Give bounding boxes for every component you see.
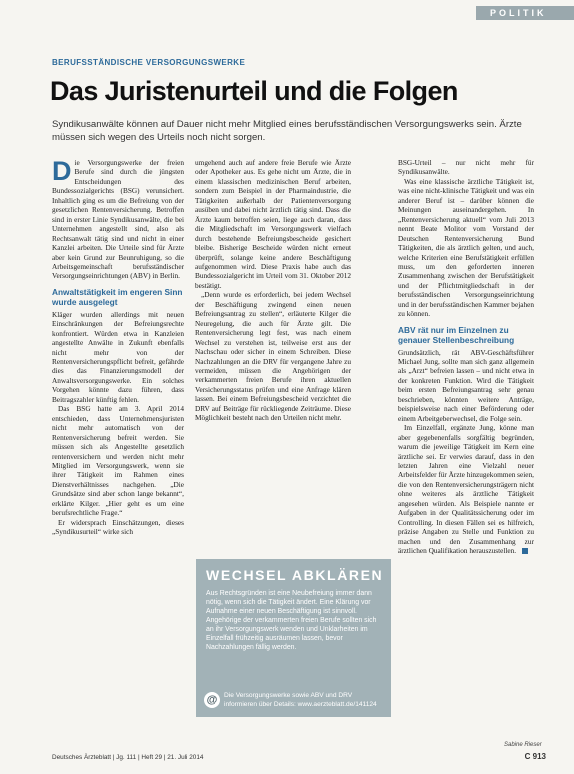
info-box-link[interactable]	[204, 692, 383, 709]
byline: Sabine Rieser	[504, 742, 542, 748]
info-box	[196, 559, 391, 717]
info-box-link-text[interactable]: Die Versorgungswerke sowie ABV und DRV informieren über Details: www.aerzteblatt.de/141124	[224, 692, 377, 708]
dropcap: D	[52, 156, 72, 186]
subheading: ABV rät nur im Einzelnen zu genauer Stellenbeschreibung	[398, 324, 515, 346]
article-column-3	[398, 158, 534, 555]
lead-paragraph	[52, 158, 184, 281]
article-column-2	[195, 158, 351, 423]
paragraph: „Denn wurde es erforderlich, bei jedem Wechsel der Beschäftigung zwingend einen neuen Befreiungsantrag zu stellen“, erläuterte Kilger die Neuregelung, die auch für Ärzte gilt. Die Rentenversicherung legt fest, was nach einem Wechsel zu verstehen ist, teilweise erst aus der Nachschau oder sicher in einem Schreiben. Diese Nachzahlungen an die DRV für vergangene Jahre zu vermeiden, müssen die Angehörigen der verkammerten freien Berufe ihren aktuellen Versicherungsstatus prüfen und eine Anfrage klären lassen. Bei einem Befreiungsbescheid verzichtet die DRV auf Beiträge für rückliegende Zeiträume. Diese Möglichkeit besteht nach den Urteilen nicht mehr.	[195, 290, 351, 423]
paragraph	[398, 423, 534, 555]
at-icon: @	[204, 692, 220, 708]
paragraph: BSG-Urteil – nur nicht mehr für Syndikusanwälte.	[398, 158, 534, 177]
section-tag: POLITIK	[476, 6, 574, 20]
page-number: C 913	[524, 752, 546, 761]
paragraph-text: Im Einzelfall, ergänzte Jung, könne man aber gegebenenfalls sorgfältig begründen, warum die jeweilige Tätigkeit im Kern eine ärztliche sei. Er verwies darauf, dass in den letzten Jahren eine Vielzahl neuer Arbeitsfelder für Ärzte hinzugekommen seien, die von den Rentenversicherungsträgern nicht ohne weiteres als ärztliche Tätigkeit angesehen würden. Als Beispiele nannte er Aufgaben in der Qualitätssicherung oder im Controlling. In diesen Fällen sei es hilfreich, präzise Angaben zu Stelle und Funktion zu machen und den Zusammenhang zur ärztlichen Qualifikation herauszustellen.	[398, 423, 534, 556]
paragraph: Er widersprach Einschätzungen, dieses „Syndikusurteil“ wirke sich	[52, 517, 184, 537]
end-mark-icon	[522, 548, 528, 554]
paragraph: umgehend auch auf andere freie Berufe wie Ärzte oder Apotheker aus. Es gehe nicht um Ärzte, die in einem klassischen medizinischen Beruf arbeiten, sondern zum Beispiel in der Pharmaindustrie, die Tätigkeiten außerhalb der Patientenversorgung ausüben und dabei nicht ärztlich tätig sind. Dass die Ärzte kaum betroffen seien, liege auch daran, dass die Mitgliedschaft im Versorgungswerk vielfach durch bestehende Befreiungsbescheide gesichert bleibe. Bisherige Bescheide würden nicht erneut überprüft, solange keine andere Beschäftigung aufgenommen wird. Diese Praxis habe auch das Bundessozialgericht im Urteil vom 31. Oktober 2012 bestätigt.	[195, 158, 351, 290]
dek: Syndikusanwälte können auf Dauer nicht mehr Mitglied eines berufsständischen Versorgungswerks sein. Ärzte müssen sich wegen des Urteils noch nicht sorgen.	[52, 119, 522, 143]
lead-text: ie Versorgungswerke der freien Berufe sind durch die jüngsten Entscheidungen des Bundessozialgerichts (BSG) verunsichert. Inhaltlich ging es um die Befreiung von der gesetzlichen Rentenversicherung. Betroffen sind in erster Linie Syndikusanwälte, die bei Unternehmen angestellt sind, also als Rechtsanwalt tätig sind und nicht in einer Kanzlei arbeiten. Die Urteile sind für Ärzte aber kein Grund zur Beunruhigung, so die Arbeitsgemeinschaft berufsständischer Versorgungseinrichtungen (ABV) in Berlin.	[52, 158, 184, 281]
info-box-text: Aus Rechtsgründen ist eine Neubefreiung immer dann nötig, wenn sich die Tätigkeit ändert. Eine Klärung vor Aufnahme einer neuen Beschäftigung ist sinnvoll. Angehörige der verkammerten freien Berufe sollten sich an ihr Versorgungswerk wenden und Unklarheiten im Einzelfall frühzeitig ausräumen lassen, bevor Nachzahlungen fällig werden.	[206, 590, 377, 651]
rubric: BERUFSSTÄNDISCHE VERSORGUNGSWERKE	[52, 58, 246, 67]
paragraph: Das BSG hatte am 3. April 2014 entschieden, dass Unternehmensjuristen nicht mehr automatisch von der Rentenversicherung befreit werden. Sie müssen sich als Angestellte gesetzlich rentenversichern und werden nicht mehr Mitglied im Versorgungswerk, wenn sie ihrer Tätigkeit im Rahmen eines Dienstverhältnisses nachgehen. „Die Grundsätze sind aber schon lange bekannt“, erklärte Kilger. „Hier geht es um eine berufsrechtliche Frage.“	[52, 404, 184, 518]
paragraph: Grundsätzlich, rät ABV-Geschäftsführer Michael Jung, sollte man sich ganz allgemein als „Arzt“ befreien lassen – und nicht etwa in der konkreten Funktion. Wird die Tätigkeit beim ersten Befreiungsantrag sehr genau beschrieben, könnten weitere Anträge, beispielsweise nach einer Beförderung oder einem Arbeitgeberwechsel, die Folge sein.	[398, 347, 534, 423]
paragraph: Was eine klassische ärztliche Tätigkeit ist, was eine nicht-klinische Tätigkeit und was ein anderer Beruf ist – darüber können die Meinungen auseinandergehen. In „Rentenversicherung aktuell“ vom Juli 2013 nennt Beate Molitor vom Vorstand der Deutschen Rentenversicherung Bund Tätigkeiten, die als ärztlich gelten, und auch, welche Kriterien eine Berufstätigkeit erfüllen muss, um den geforderten inneren Zusammenhang zwischen der Berufstätigkeit und der Pflichtmitgliedschaft in der berufsständischen Versorgungseinrichtung und in der berufsständischen Kammer bejahen zu können.	[398, 176, 534, 319]
paragraph: Kläger wurden allerdings mit neuen Einschränkungen der Befreiungsrechte konfrontiert. Würden etwa in Kanzleien angestellte Anwälte in Zukunft ebenfalls nicht mehr von der Rentenversicherungspflicht befreit, gefährde dies das Finanzierungsmodell der Anwaltsversorgungswerke. Ein solches Vorgehen könnte dazu führen, dass Beitragszahler künftig fehlen.	[52, 309, 184, 404]
headline: Das Juristenurteil und die Folgen	[50, 76, 458, 106]
info-box-title: WECHSEL ABKLÄREN	[206, 567, 384, 583]
subheading: Anwaltstätigkeit im engeren Sinn wurde ausgelegt	[52, 286, 183, 308]
footer-journal: Deutsches Ärzteblatt | Jg. 111 | Heft 29 | 21. Juli 2014	[52, 754, 204, 761]
article-column-1	[52, 158, 184, 537]
